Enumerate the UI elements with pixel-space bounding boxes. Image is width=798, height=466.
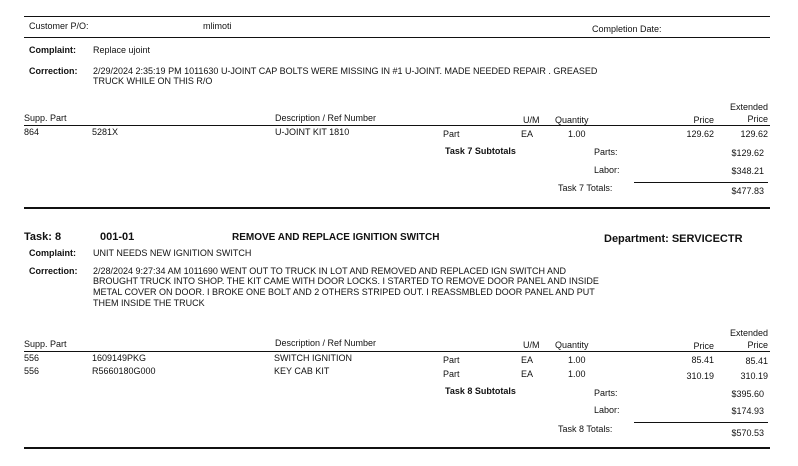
task7-col-um: U/M: [523, 115, 540, 125]
row-part: R5660180G000: [92, 366, 156, 376]
row-ext-price: 85.41: [745, 356, 768, 366]
row-supp: 864: [24, 127, 40, 137]
customer-po-label: Customer P/O:: [29, 21, 89, 31]
task8-correction-label: Correction:: [29, 266, 78, 276]
task8-correction-line: THEM INSIDE THE TRUCK: [93, 298, 205, 308]
row-supp: 556: [24, 353, 40, 363]
section-divider: [24, 207, 770, 209]
task8-col-price: Price: [693, 341, 714, 351]
task8-totals-value: $570.53: [731, 428, 764, 438]
row-type: Part: [443, 129, 460, 139]
task7-correction-label: Correction:: [29, 66, 78, 76]
task8-col-extended: Extended: [729, 328, 768, 338]
row-um: EA: [521, 369, 534, 379]
task8-col-quantity: Quantity: [555, 340, 589, 350]
task8-complaint: UNIT NEEDS NEW IGNITION SWITCH: [93, 248, 252, 258]
row-ext-price: 310.19: [740, 371, 768, 381]
task7-columns-underline: [24, 125, 770, 126]
task7-correction-line: 2/29/2024 2:35:19 PM 1011630 U-JOINT CAP BOLTS WERE MISSING IN #1 U-JOINT. MADE NEEDED REPAIR . GREASED: [93, 66, 598, 76]
customer-po-value: mlimoti: [203, 21, 232, 31]
task7-complaint: Replace ujoint: [93, 45, 151, 55]
task7-col-extended-price: Price: [747, 114, 768, 124]
task8-correction-line: 2/28/2024 9:27:34 AM 1011690 WENT OUT TO TRUCK IN LOT AND REMOVED AND REPLACED IGN SWITCH AND: [93, 266, 566, 276]
row-ext-price: 129.62: [740, 129, 768, 139]
completion-date-label: Completion Date:: [592, 24, 662, 34]
task8-totals-label: Task 8 Totals:: [558, 424, 613, 434]
task8-parts-value: $395.60: [731, 389, 764, 399]
task7-correction-line: TRUCK WHILE ON THIS R/O: [93, 76, 213, 86]
task8-task-code: 001-01: [100, 231, 135, 243]
task7-complaint-label: Complaint:: [29, 45, 76, 55]
task8-correction-line: METAL COVER ON DOOR. I BROKE ONE BOLT AND 2 OTHERS STRIPED OUT. I REASSMBLED DOOR PANEL AND PUT: [93, 287, 595, 297]
task8-col-description: Description / Ref Number: [275, 338, 377, 348]
task8-columns-underline: [24, 351, 770, 352]
task7-subtotals-label: Task 7 Subtotals: [445, 146, 516, 156]
row-part: 5281X: [92, 127, 119, 137]
task7-col-description: Description / Ref Number: [275, 113, 377, 123]
task8-col-extended-price: Price: [747, 340, 768, 350]
row-qty: 1.00: [568, 129, 586, 139]
task8-col-supp-part: Supp. Part: [24, 339, 67, 349]
task7-labor-label: Labor:: [594, 165, 620, 175]
row-qty: 1.00: [568, 355, 586, 365]
task7-parts-value: $129.62: [731, 148, 764, 158]
task8-task-title: REMOVE AND REPLACE IGNITION SWITCH: [232, 232, 440, 243]
row-um: EA: [521, 355, 534, 365]
task7-totals-rule: [634, 182, 768, 183]
task7-col-quantity: Quantity: [555, 115, 589, 125]
row-description: SWITCH IGNITION: [274, 353, 352, 363]
row-description: KEY CAB KIT: [274, 366, 330, 376]
task7-parts-label: Parts:: [594, 147, 618, 157]
top-border: [24, 16, 770, 17]
task8-labor-label: Labor:: [594, 405, 620, 415]
task8-parts-label: Parts:: [594, 388, 618, 398]
task8-totals-rule: [634, 422, 768, 423]
header-divider: [24, 37, 770, 38]
task8-labor-value: $174.93: [731, 406, 764, 416]
task7-col-supp-part: Supp. Part: [24, 113, 67, 123]
row-supp: 556: [24, 366, 40, 376]
task8-department: Department: SERVICECTR: [604, 233, 743, 245]
task7-totals-value: $477.83: [731, 186, 764, 196]
task7-col-extended: Extended: [729, 102, 768, 112]
task8-correction-line: BROUGHT TRUCK INTO SHOP. THE KIT CAME WITH DOOR LOCKS. I STARTED TO REMOVE DOOR PANEL AND INSIDE: [93, 276, 599, 286]
row-type: Part: [443, 369, 460, 379]
task8-subtotals-label: Task 8 Subtotals: [445, 386, 516, 396]
row-um: EA: [521, 129, 534, 139]
row-qty: 1.00: [568, 369, 586, 379]
task8-col-um: U/M: [523, 340, 540, 350]
row-type: Part: [443, 355, 460, 365]
task7-totals-label: Task 7 Totals:: [558, 183, 613, 193]
row-part: 1609149PKG: [92, 353, 147, 363]
row-price: 129.62: [686, 129, 714, 139]
bottom-border: [24, 447, 770, 449]
task8-task-label: Task: 8: [24, 231, 62, 243]
task8-complaint-label: Complaint:: [29, 248, 76, 258]
row-description: U-JOINT KIT 1810: [275, 127, 350, 137]
task7-labor-value: $348.21: [731, 166, 764, 176]
row-price: 310.19: [686, 371, 714, 381]
task7-col-price: Price: [693, 115, 714, 125]
row-price: 85.41: [691, 355, 714, 365]
